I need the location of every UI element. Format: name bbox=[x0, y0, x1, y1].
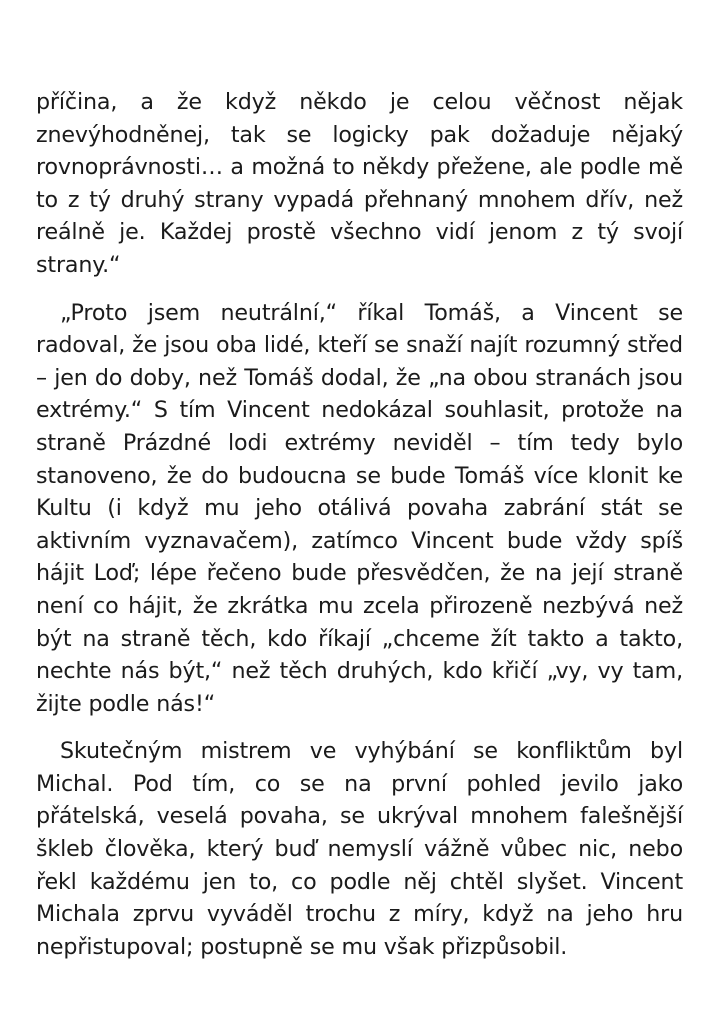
paragraph-1: příčina, a že když někdo je celou věčnost nějak znevýhodněnej, tak se logicky pak dožaduje nějaký rovnoprávnosti… a možná to někdy přežene, ale podle mě to z tý druhý strany vypadá přehnaný mnohem dřív, než reálně je. Každej prostě všechno vidí jenom z tý svojí strany.“ bbox=[36, 89, 683, 278]
document-page bbox=[36, 86, 683, 963]
paragraph-3: Skutečným mistrem ve vyhýbání se konfliktům byl Michal. Pod tím, co se na první pohled jevilo jako přátelská, veselá povaha, se ukrýval mnohem falešnější škleb člověka, který buď nemyslí vážně vůbec nic, nebo řekl každému jen to, co podle něj chtěl slyšet. Vincent Michala zprvu vyváděl trochu z míry, když na jeho hru nepřistupoval; postupně se mu však přizpůsobil. bbox=[36, 738, 683, 960]
paragraph-2: „Proto jsem neutrální,“ říkal Tomáš, a Vincent se radoval, že jsou oba lidé, kteří se snaží najít rozumný střed – jen do doby, než Tomáš dodal, že „na obou stranách jsou extrémy.“ S tím Vincent nedokázal souhlasit, protože na straně Prázdné lodi extrémy neviděl – tím tedy bylo stanoveno, že do budoucna se bude Tomáš více klonit ke Kultu (i když mu jeho otálivá povaha zabrání stát se aktivním vyznavačem), zatímco Vincent bude vždy spíš hájit Loď; lépe řečeno bude přesvědčen, že na její straně není co hájit, že zkrátka mu zcela přirozeně nezbývá než být na straně těch, kdo říkají „chceme žít takto a takto, nechte nás být,“ než těch druhých, kdo křičí „vy, vy tam, žijte podle nás!“ bbox=[36, 299, 683, 717]
